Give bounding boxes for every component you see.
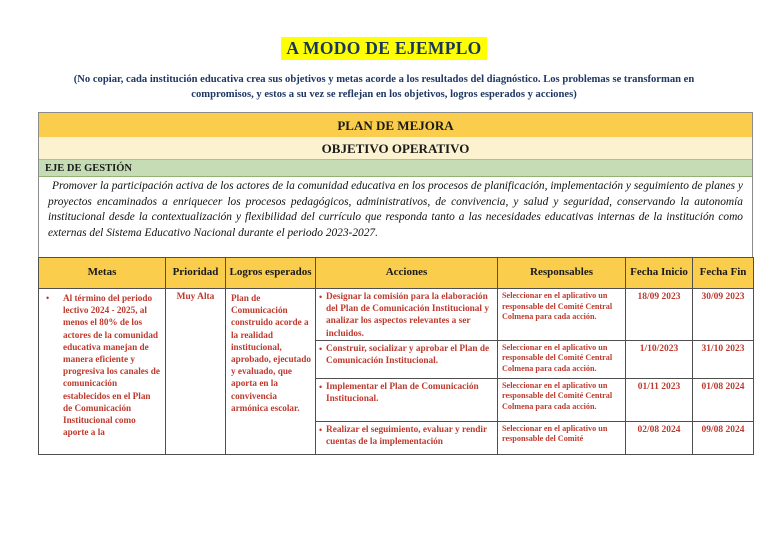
plan-header-block — [38, 112, 753, 257]
bullet-icon: • — [319, 381, 323, 392]
action-cell — [316, 421, 498, 454]
start-date-cell: 01/11 2023 — [626, 378, 693, 421]
column-header-prioridad: Prioridad — [166, 258, 226, 289]
start-date-cell: 1/10/2023 — [626, 340, 693, 378]
banner-row — [0, 0, 768, 60]
table-header-row — [39, 258, 754, 289]
improvement-plan-block — [38, 112, 753, 455]
action-cell — [316, 378, 498, 421]
action-cell — [316, 289, 498, 341]
column-header-responsables: Responsables — [498, 258, 626, 289]
responsible-cell: Seleccionar en el aplicativo un responsable del Comité Central Colmena para cada acción. — [498, 289, 626, 341]
eje-de-gestion-heading: EJE DE GESTIÓN — [39, 159, 752, 177]
column-header-metas: Metas — [39, 258, 166, 289]
column-header-fecha-inicio: Fecha Inicio — [626, 258, 693, 289]
action-cell — [316, 340, 498, 378]
plan-grid-table — [38, 257, 754, 455]
bullet-icon: • — [319, 343, 323, 354]
action-text: Designar la comisión para la elaboración del Plan de Comunicación Institucional y analizar los aspectos relevantes a ser incluidos. — [326, 292, 489, 339]
objective-description: Promover la participación activa de los actores de la comunidad educativa en los procesos de planificación, implementación y seguimiento de planes y proyectos encaminados a enriquecer los procesos pedagógicos, administrativos, de convivencia, y salud y seguridad, conservando la autonomía institucional desde la contextualización y flexibilidad del currículo que responda tanto a las necesidades educativas internas de la institución como externas del Sistema Educativo Nacional durante el periodo 2023-2027. — [39, 177, 752, 257]
start-date-cell: 02/08 2024 — [626, 421, 693, 454]
meta-cell — [39, 289, 166, 455]
column-header-acciones: Acciones — [316, 258, 498, 289]
start-date-cell: 18/09 2023 — [626, 289, 693, 341]
end-date-cell: 30/09 2023 — [693, 289, 754, 341]
action-text: Implementar el Plan de Comunicación Institucional. — [326, 381, 479, 405]
end-date-cell: 09/08 2024 — [693, 421, 754, 454]
responsible-cell: Seleccionar en el aplicativo un responsable del Comité Central Colmena para cada acción. — [498, 378, 626, 421]
bullet-icon: • — [46, 293, 50, 303]
action-text: Construir, socializar y aprobar el Plan de Comunicación Institucional. — [326, 343, 490, 367]
responsible-cell: Seleccionar en el aplicativo un responsable del Comité — [498, 421, 626, 454]
bullet-icon: • — [319, 424, 323, 435]
responsible-cell: Seleccionar en el aplicativo un responsable del Comité Central Colmena para cada acción. — [498, 340, 626, 378]
bullet-icon: • — [319, 292, 323, 302]
action-text: Realizar el seguimiento, evaluar y rendir cuentas de la implementación — [326, 424, 487, 448]
table-row — [39, 289, 754, 341]
disclaimer-note: (No copiar, cada institución educativa crea sus objetivos y metas acorde a los resultados del diagnóstico. Los problemas se transforman en compromisos, y estos a su vez se reflejan en los objetivos, logros esperados y acciones) — [73, 74, 695, 100]
column-header-fecha-fin: Fecha Fin — [693, 258, 754, 289]
expected-results-cell: Plan de Comunicación construido acorde a la realidad institucional, aprobado, ejecutado y evaluado, que aporta en la convivencia armónica escolar. — [226, 289, 316, 455]
example-banner: A MODO DE EJEMPLO — [281, 37, 486, 60]
priority-cell: Muy Alta — [166, 289, 226, 455]
end-date-cell: 31/10 2023 — [693, 340, 754, 378]
end-date-cell: 01/08 2024 — [693, 378, 754, 421]
column-header-logros: Logros esperados — [226, 258, 316, 289]
plan-de-mejora-title: PLAN DE MEJORA — [39, 113, 752, 138]
meta-text: Al término del periodo lectivo 2024 - 2025, al menos el 80% de los actores de la comunidad educativa manejan de manera eficiente y progresiva los canales de comunicación establecidos en el Plan de Comunicación Institucional como aporte a la — [63, 293, 160, 438]
objetivo-operativo-heading: OBJETIVO OPERATIVO — [39, 138, 752, 159]
